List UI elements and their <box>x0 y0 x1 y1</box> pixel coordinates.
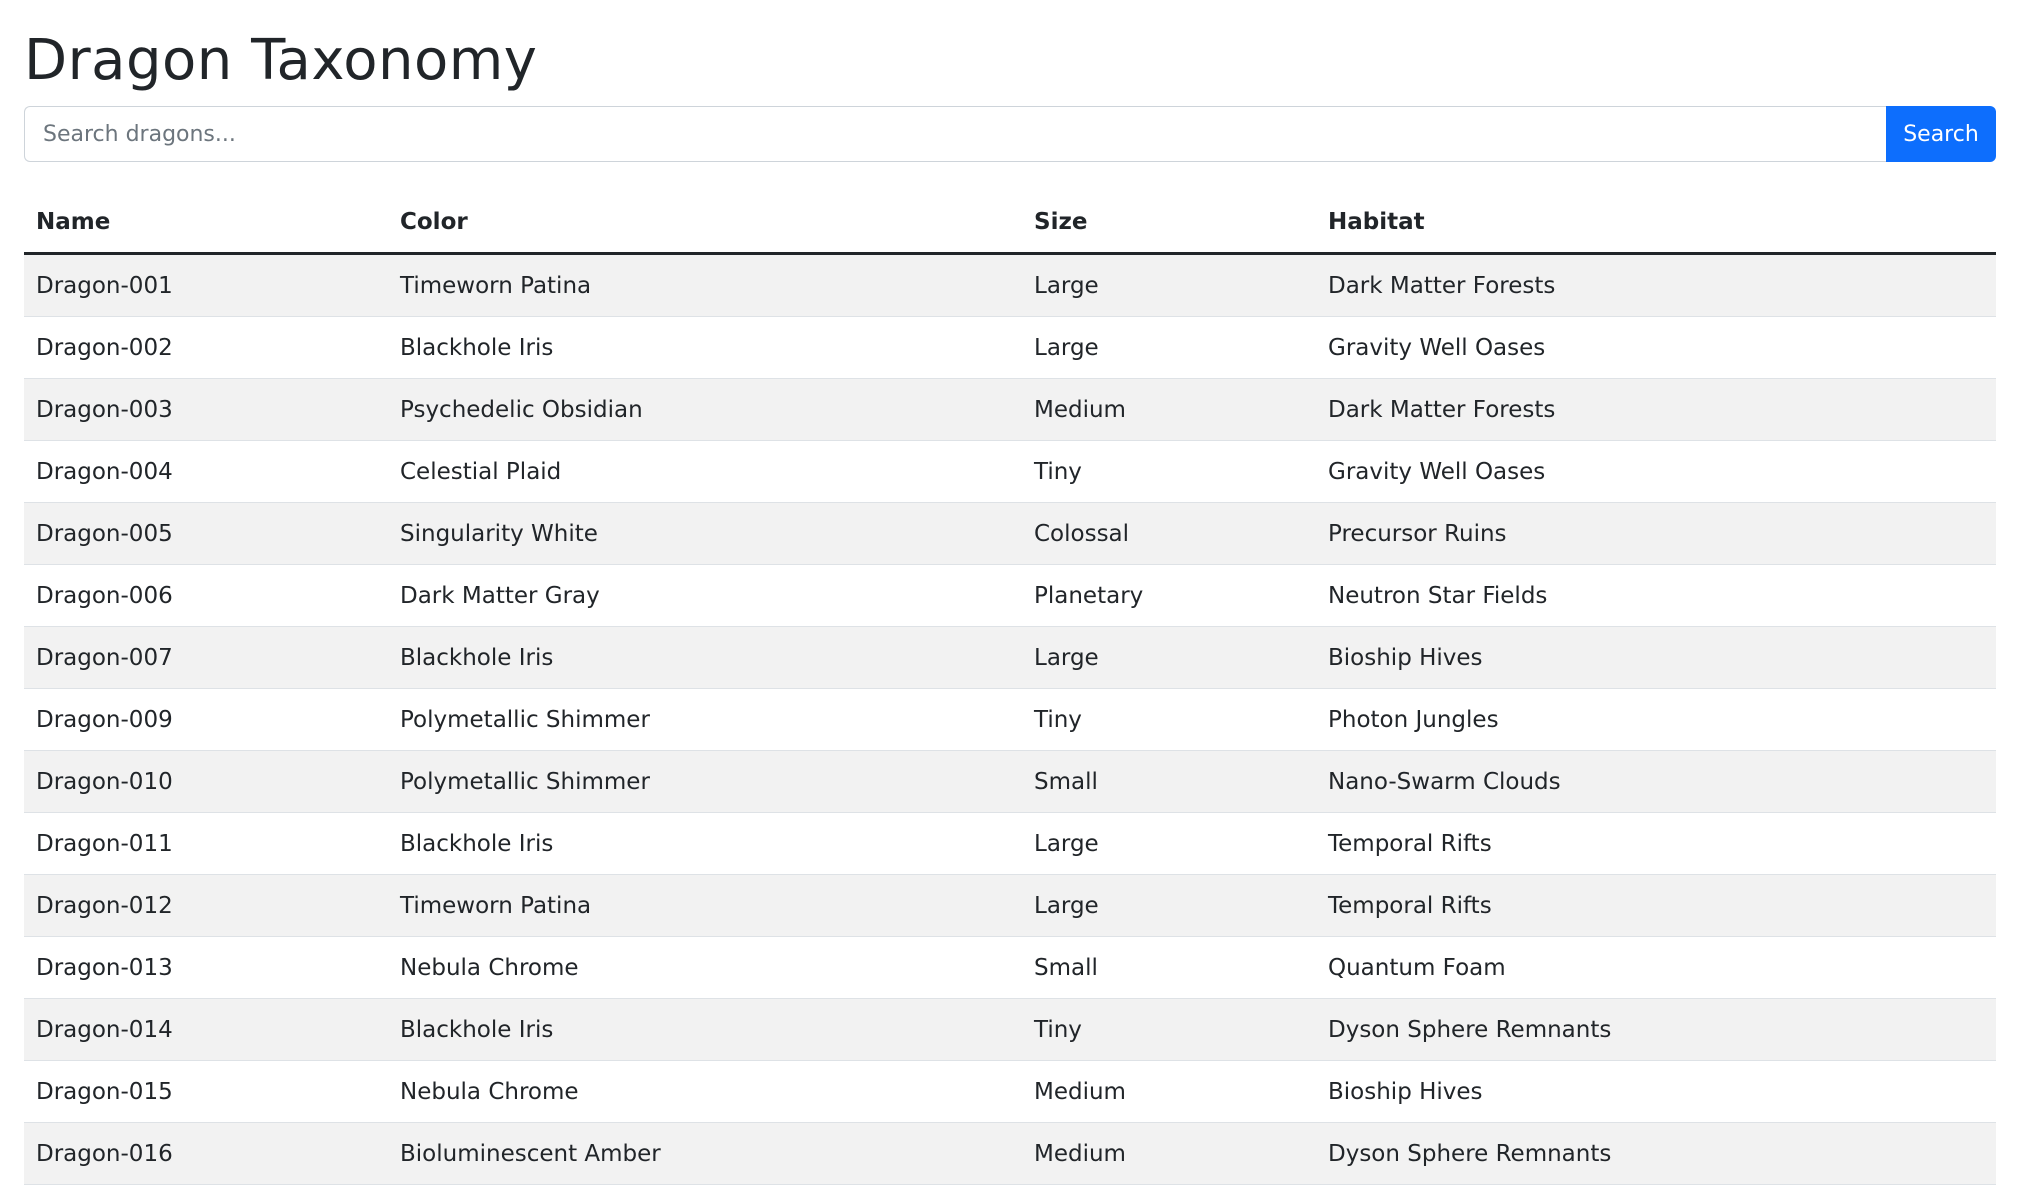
column-header-size[interactable]: Size <box>1022 192 1316 254</box>
table-row[interactable] <box>24 627 1996 689</box>
cell-size: Tiny <box>1022 689 1316 751</box>
cell-color: Nebula Chrome <box>388 937 1022 999</box>
cell-color: Blackhole Iris <box>388 317 1022 379</box>
table-row[interactable] <box>24 317 1996 379</box>
column-header-habitat[interactable]: Habitat <box>1316 192 1996 254</box>
cell-name: Dragon-001 <box>24 254 388 317</box>
cell-habitat: Bioship Hives <box>1316 627 1996 689</box>
cell-size: Small <box>1022 751 1316 813</box>
cell-color: Dark Matter Gray <box>388 565 1022 627</box>
cell-size: Large <box>1022 813 1316 875</box>
cell-color: Polymetallic Shimmer <box>388 751 1022 813</box>
cell-habitat: Bioship Hives <box>1316 1061 1996 1123</box>
cell-name: Dragon-014 <box>24 999 388 1061</box>
page-container <box>24 0 1996 1185</box>
table-row[interactable] <box>24 875 1996 937</box>
cell-size: Large <box>1022 627 1316 689</box>
cell-color: Polymetallic Shimmer <box>388 689 1022 751</box>
table-row[interactable] <box>24 1123 1996 1185</box>
cell-color: Bioluminescent Amber <box>388 1123 1022 1185</box>
table-row[interactable] <box>24 999 1996 1061</box>
cell-size: Large <box>1022 875 1316 937</box>
cell-habitat: Temporal Rifts <box>1316 875 1996 937</box>
page-title: Dragon Taxonomy <box>24 28 538 93</box>
cell-habitat: Nano-Swarm Clouds <box>1316 751 1996 813</box>
cell-name: Dragon-012 <box>24 875 388 937</box>
cell-size: Large <box>1022 317 1316 379</box>
cell-habitat: Gravity Well Oases <box>1316 441 1996 503</box>
cell-color: Celestial Plaid <box>388 441 1022 503</box>
cell-habitat: Precursor Ruins <box>1316 503 1996 565</box>
cell-name: Dragon-007 <box>24 627 388 689</box>
cell-size: Tiny <box>1022 441 1316 503</box>
cell-color: Psychedelic Obsidian <box>388 379 1022 441</box>
cell-habitat: Dark Matter Forests <box>1316 254 1996 317</box>
cell-size: Small <box>1022 937 1316 999</box>
cell-habitat: Dark Matter Forests <box>1316 379 1996 441</box>
cell-color: Blackhole Iris <box>388 999 1022 1061</box>
cell-name: Dragon-004 <box>24 441 388 503</box>
cell-color: Blackhole Iris <box>388 813 1022 875</box>
cell-name: Dragon-002 <box>24 317 388 379</box>
cell-name: Dragon-016 <box>24 1123 388 1185</box>
cell-size: Planetary <box>1022 565 1316 627</box>
table-row[interactable] <box>24 751 1996 813</box>
cell-size: Large <box>1022 254 1316 317</box>
table-body <box>24 254 1996 1185</box>
table-row[interactable] <box>24 379 1996 441</box>
cell-name: Dragon-011 <box>24 813 388 875</box>
table-row[interactable] <box>24 441 1996 503</box>
table-row[interactable] <box>24 813 1996 875</box>
cell-size: Tiny <box>1022 999 1316 1061</box>
table-row[interactable] <box>24 503 1996 565</box>
table-row[interactable] <box>24 565 1996 627</box>
table-row[interactable] <box>24 254 1996 317</box>
cell-habitat: Photon Jungles <box>1316 689 1996 751</box>
table-row[interactable] <box>24 937 1996 999</box>
cell-size: Colossal <box>1022 503 1316 565</box>
cell-habitat: Neutron Star Fields <box>1316 565 1996 627</box>
cell-color: Nebula Chrome <box>388 1061 1022 1123</box>
search-button[interactable]: Search <box>1886 106 1996 162</box>
cell-name: Dragon-005 <box>24 503 388 565</box>
cell-name: Dragon-013 <box>24 937 388 999</box>
table-header-row <box>24 192 1996 254</box>
cell-habitat: Dyson Sphere Remnants <box>1316 1123 1996 1185</box>
cell-name: Dragon-003 <box>24 379 388 441</box>
column-header-name[interactable]: Name <box>24 192 388 254</box>
cell-name: Dragon-010 <box>24 751 388 813</box>
cell-habitat: Gravity Well Oases <box>1316 317 1996 379</box>
cell-habitat: Quantum Foam <box>1316 937 1996 999</box>
cell-habitat: Temporal Rifts <box>1316 813 1996 875</box>
table-row[interactable] <box>24 689 1996 751</box>
table-header <box>24 192 1996 254</box>
cell-habitat: Dyson Sphere Remnants <box>1316 999 1996 1061</box>
cell-name: Dragon-009 <box>24 689 388 751</box>
cell-color: Timeworn Patina <box>388 254 1022 317</box>
cell-color: Singularity White <box>388 503 1022 565</box>
cell-color: Timeworn Patina <box>388 875 1022 937</box>
cell-size: Medium <box>1022 1123 1316 1185</box>
cell-name: Dragon-015 <box>24 1061 388 1123</box>
cell-color: Blackhole Iris <box>388 627 1022 689</box>
cell-size: Medium <box>1022 379 1316 441</box>
search-bar <box>24 106 1996 162</box>
cell-size: Medium <box>1022 1061 1316 1123</box>
column-header-color[interactable]: Color <box>388 192 1022 254</box>
search-input[interactable] <box>24 106 1886 162</box>
table-row[interactable] <box>24 1061 1996 1123</box>
dragon-table <box>24 192 1996 1185</box>
cell-name: Dragon-006 <box>24 565 388 627</box>
